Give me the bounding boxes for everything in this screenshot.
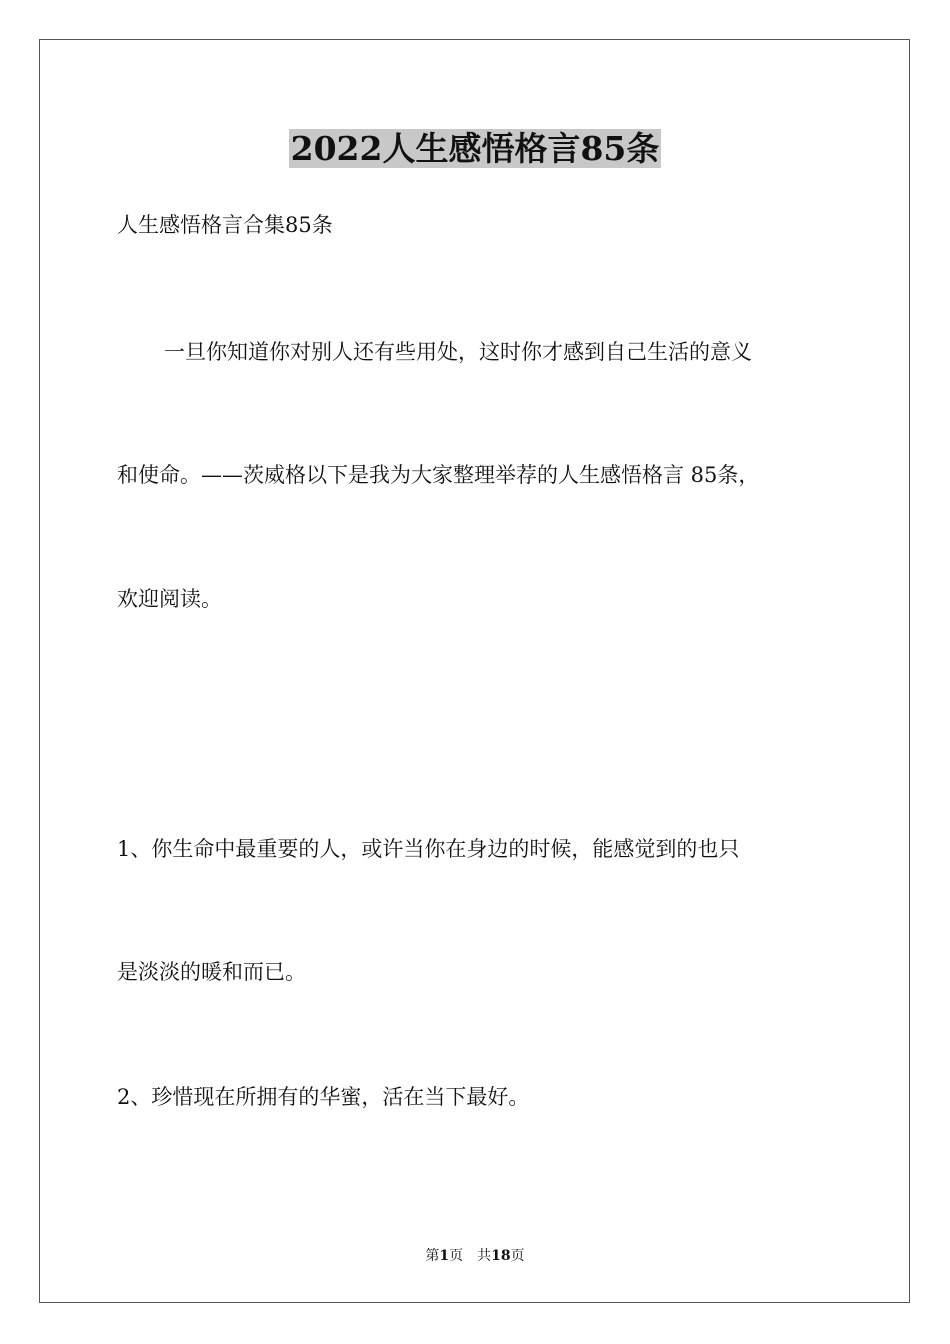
footer-total-prefix: 共 bbox=[477, 1248, 492, 1264]
document-title bbox=[0, 127, 950, 171]
footer-page-total: 18 bbox=[491, 1248, 511, 1264]
intro-line-2: 和使命。——茨威格以下是我为大家整理举荐的人生感悟格言 85条， bbox=[117, 463, 760, 487]
item-1-line-1: 1、你生命中最重要的人，或许当你在身边的时候，能感觉到的也只 bbox=[117, 837, 740, 861]
page-footer bbox=[0, 1246, 950, 1266]
item-1-line-2: 是淡淡的暖和而已。 bbox=[117, 960, 306, 984]
document-subtitle: 人生感悟格言合集85条 bbox=[117, 213, 333, 237]
intro-line-1: 一旦你知道你对别人还有些用处，这时你才感到自己生活的意义 bbox=[164, 340, 752, 364]
intro-line-3: 欢迎阅读。 bbox=[117, 587, 222, 611]
footer-total-suffix: 页 bbox=[510, 1248, 525, 1264]
footer-page-suffix: 页 bbox=[449, 1248, 464, 1264]
item-2-line-1: 2、珍惜现在所拥有的华蜜，活在当下最好。 bbox=[117, 1085, 530, 1109]
footer-page-current: 1 bbox=[439, 1248, 450, 1264]
document-title-text: 2022人生感悟格言85条 bbox=[290, 129, 660, 168]
footer-page-prefix: 第 bbox=[425, 1248, 440, 1264]
